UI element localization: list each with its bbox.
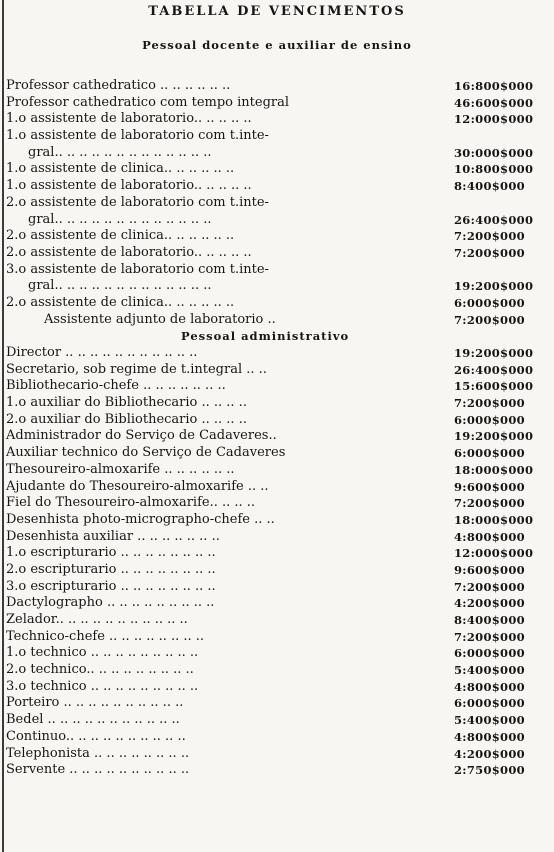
salary-value: 8:400$000	[454, 613, 525, 627]
position-label: 2.o assistente de laboratorio com t.inte-	[6, 194, 269, 210]
salary-table	[6, 78, 550, 779]
salary-value: 19:200$000	[454, 279, 534, 294]
salary-value: 6:000$000	[454, 696, 525, 711]
section-heading	[6, 328, 550, 345]
position-label: Continuo.. .. .. .. .. .. .. .. .. ..	[6, 728, 186, 744]
salary-value: 7:200$000	[454, 396, 525, 411]
table-row	[6, 262, 550, 279]
position-label: 2.o assistente de clinica.. .. .. .. .. ..	[6, 228, 235, 244]
position-label: Bedel .. .. .. .. .. .. .. .. .. .. ..	[6, 712, 180, 728]
salary-value: 12:000$000	[454, 546, 534, 561]
salary-value: 10:800$000	[454, 162, 534, 177]
table-row	[6, 178, 550, 195]
position-label: 2.o assistente de clinica.. .. .. .. .. ..	[6, 294, 235, 310]
document-title: TABELLA DE VENCIMENTOS	[148, 4, 406, 19]
salary-value: 7:200$000	[454, 496, 525, 511]
table-row	[6, 545, 550, 562]
position-label: 1.o auxiliar do Bibliothecario .. .. .. ..	[6, 395, 247, 411]
salary-value: 15:600$000	[454, 379, 534, 394]
table-row	[6, 445, 550, 462]
salary-value: 9:600$000	[454, 562, 525, 577]
salary-value: 46:600$000	[454, 95, 534, 110]
salary-value: 4:200$000	[454, 746, 525, 761]
salary-value: 12:000$000	[454, 112, 534, 127]
table-row	[6, 462, 550, 479]
table-row	[6, 428, 550, 445]
position-label: Assistente adjunto de laboratorio ..	[44, 311, 276, 327]
table-row	[6, 312, 550, 329]
section-heading-label: Pessoal administrativo	[181, 329, 350, 344]
position-label: gral.. .. .. .. .. .. .. .. .. .. .. .. ..	[28, 144, 212, 160]
table-row	[6, 111, 550, 128]
table-row	[6, 529, 550, 546]
position-label: gral.. .. .. .. .. .. .. .. .. .. .. .. ..	[28, 278, 212, 294]
table-row	[6, 662, 550, 679]
position-label: Fiel do Thesoureiro-almoxarife.. .. .. ..	[6, 495, 256, 511]
table-row	[6, 378, 550, 395]
position-label: 3.o escripturario .. .. .. .. .. .. .. ..	[6, 578, 216, 594]
table-row	[6, 612, 550, 629]
salary-value: 16:800$000	[454, 79, 534, 93]
position-label: Telephonista .. .. .. .. .. .. .. ..	[6, 745, 190, 761]
salary-value: 6:000$000	[454, 446, 525, 461]
table-row	[6, 479, 550, 496]
position-label: Servente .. .. .. .. .. .. .. .. .. ..	[6, 762, 190, 778]
table-row	[6, 746, 550, 763]
table-row	[6, 228, 550, 245]
position-label: 1.o assistente de laboratorio.. .. .. .. ..	[6, 111, 252, 127]
table-row	[6, 645, 550, 662]
salary-value: 4:200$000	[454, 596, 525, 611]
salary-value: 7:200$000	[454, 229, 525, 244]
salary-value: 5:400$000	[454, 713, 525, 728]
position-label: Thesoureiro-almoxarife .. .. .. .. .. ..	[6, 461, 235, 477]
table-row	[6, 295, 550, 312]
table-row	[6, 712, 550, 729]
salary-value: 19:200$000	[454, 346, 534, 360]
position-label: 1.o assistente de laboratorio com t.inte-	[6, 128, 269, 144]
salary-value: 19:200$000	[454, 429, 534, 444]
position-label: 3.o assistente de laboratorio com t.inte-	[6, 261, 269, 277]
position-label: 1.o assistente de clinica.. .. .. .. .. ..	[6, 161, 235, 177]
position-label: Auxiliar technico do Serviço de Cadaveres	[6, 445, 286, 461]
position-label: 1.o assistente de laboratorio.. .. .. .. ..	[6, 178, 252, 194]
table-row	[6, 145, 550, 162]
salary-value: 30:000$000	[454, 145, 534, 160]
table-row	[6, 128, 550, 145]
table-row	[6, 629, 550, 646]
table-row	[6, 195, 550, 212]
table-row	[6, 562, 550, 579]
table-row	[6, 595, 550, 612]
table-row	[6, 679, 550, 696]
table-row	[6, 278, 550, 295]
table-row	[6, 512, 550, 529]
table-row	[6, 695, 550, 712]
position-label: 1.o technico .. .. .. .. .. .. .. .. ..	[6, 645, 199, 661]
table-row	[6, 95, 550, 112]
salary-value: 7:200$000	[454, 579, 525, 594]
position-label: Dactylographo .. .. .. .. .. .. .. .. ..	[6, 595, 215, 611]
salary-value: 6:000$000	[454, 295, 525, 310]
position-label: Desenhista auxiliar .. .. .. .. .. .. ..	[6, 528, 220, 544]
table-row	[6, 729, 550, 746]
salary-value: 5:400$000	[454, 663, 525, 678]
position-label: gral.. .. .. .. .. .. .. .. .. .. .. .. ..	[28, 211, 212, 227]
salary-value: 7:200$000	[454, 312, 525, 327]
table-row	[6, 762, 550, 779]
salary-value: 26:400$000	[454, 362, 534, 377]
position-label: Professor cathedratico com tempo integral	[6, 94, 290, 110]
salary-value: 26:400$000	[454, 212, 534, 227]
position-label: 1.o escripturario .. .. .. .. .. .. .. ..	[6, 545, 216, 561]
table-row	[6, 245, 550, 262]
position-label: Porteiro .. .. .. .. .. .. .. .. .. ..	[6, 695, 184, 711]
salary-value: 7:200$000	[454, 629, 525, 644]
salary-value: 18:000$000	[454, 462, 534, 477]
table-row	[6, 161, 550, 178]
salary-value: 7:200$000	[454, 245, 525, 260]
table-row	[6, 345, 550, 362]
position-label: 2.o technico.. .. .. .. .. .. .. .. ..	[6, 662, 194, 678]
salary-value: 4:800$000	[454, 529, 525, 544]
position-label: Bibliothecario-chefe .. .. .. .. .. .. ..	[6, 378, 226, 394]
position-label: Technico-chefe .. .. .. .. .. .. .. ..	[6, 628, 205, 644]
position-label: Professor cathedratico .. .. .. .. .. ..	[6, 78, 231, 93]
salary-value: 18:000$000	[454, 512, 534, 527]
page-edge-line	[2, 0, 4, 852]
table-row	[6, 362, 550, 379]
position-label: Secretario, sob regime de t.integral .. ..	[6, 361, 267, 377]
salary-value: 8:400$000	[454, 179, 525, 194]
table-row	[6, 78, 550, 95]
position-label: 2.o escripturario .. .. .. .. .. .. .. ..	[6, 561, 216, 577]
table-row	[6, 212, 550, 229]
position-label: Ajudante do Thesoureiro-almoxarife .. ..	[6, 478, 269, 494]
table-row	[6, 395, 550, 412]
table-row	[6, 495, 550, 512]
salary-value: 4:800$000	[454, 679, 525, 694]
position-label: Administrador do Serviço de Cadaveres..	[6, 428, 277, 444]
position-label: 3.o technico .. .. .. .. .. .. .. .. ..	[6, 678, 199, 694]
table-row	[6, 412, 550, 429]
position-label: 2.o auxiliar do Bibliothecario .. .. .. ..	[6, 411, 247, 427]
salary-value: 4:800$000	[454, 729, 525, 744]
salary-value: 6:000$000	[454, 412, 525, 427]
table-row	[6, 579, 550, 596]
document-subtitle: Pessoal docente e auxiliar de ensino	[142, 38, 412, 52]
position-label: Zelador.. .. .. .. .. .. .. .. .. .. ..	[6, 612, 188, 627]
position-label: Director .. .. .. .. .. .. .. .. .. .. ..	[6, 345, 198, 360]
salary-value: 2:750$000	[454, 763, 525, 778]
salary-value: 9:600$000	[454, 479, 525, 494]
position-label: Desenhista photo-micrographo-chefe .. ..	[6, 511, 275, 527]
position-label: 2.o assistente de laboratorio.. .. .. .. ..	[6, 244, 252, 260]
salary-value: 6:000$000	[454, 646, 525, 661]
